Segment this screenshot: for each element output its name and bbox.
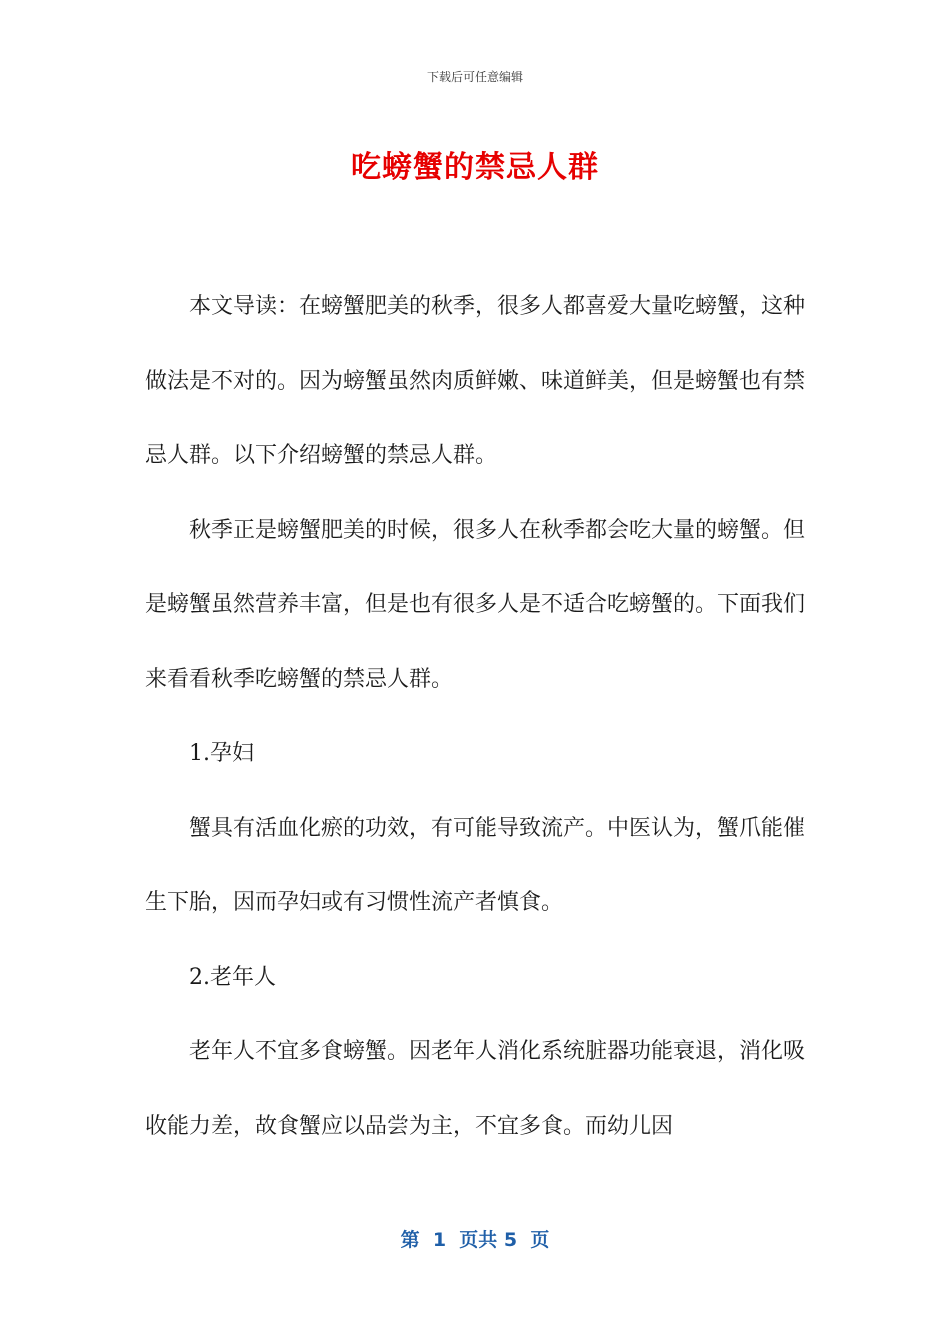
paragraph-elderly: 老年人不宜多食螃蟹。因老年人消化系统脏器功能衰退，消化吸收能力差，故食蟹应以品尝为主，不宜多食。而幼儿因 [145, 1039, 806, 1139]
header-note: 下载后可任意编辑 [426, 70, 523, 84]
section-heading-pregnant: 1.孕妇 [189, 741, 254, 766]
section-heading-elderly: 2.老年人 [189, 964, 276, 990]
page-footer: 第 1 页共 5 页 [400, 1229, 550, 1251]
paragraph-intro: 本文导读：在螃蟹肥美的秋季，很多人都喜爱大量吃螃蟹，这种做法是不对的。因为螃蟹虽然肉质鲜嫩、味道鲜美，但是螃蟹也有禁忌人群。以下介绍螃蟹的禁忌人群。 [145, 294, 806, 468]
paragraph-autumn: 秋季正是螃蟹肥美的时候，很多人在秋季都会吃大量的螃蟹。但是螃蟹虽然营养丰富，但是也有很多人是不适合吃螃蟹的。下面我们来看看秋季吃螃蟹的禁忌人群。 [145, 517, 806, 692]
document-body [145, 270, 805, 1164]
document-title: 吃螃蟹的禁忌人群 [351, 150, 599, 185]
paragraph-pregnant: 蟹具有活血化瘀的功效，有可能导致流产。中医认为，蟹爪能催生下胎，因而孕妇或有习惯性流产者慎食。 [145, 815, 806, 915]
